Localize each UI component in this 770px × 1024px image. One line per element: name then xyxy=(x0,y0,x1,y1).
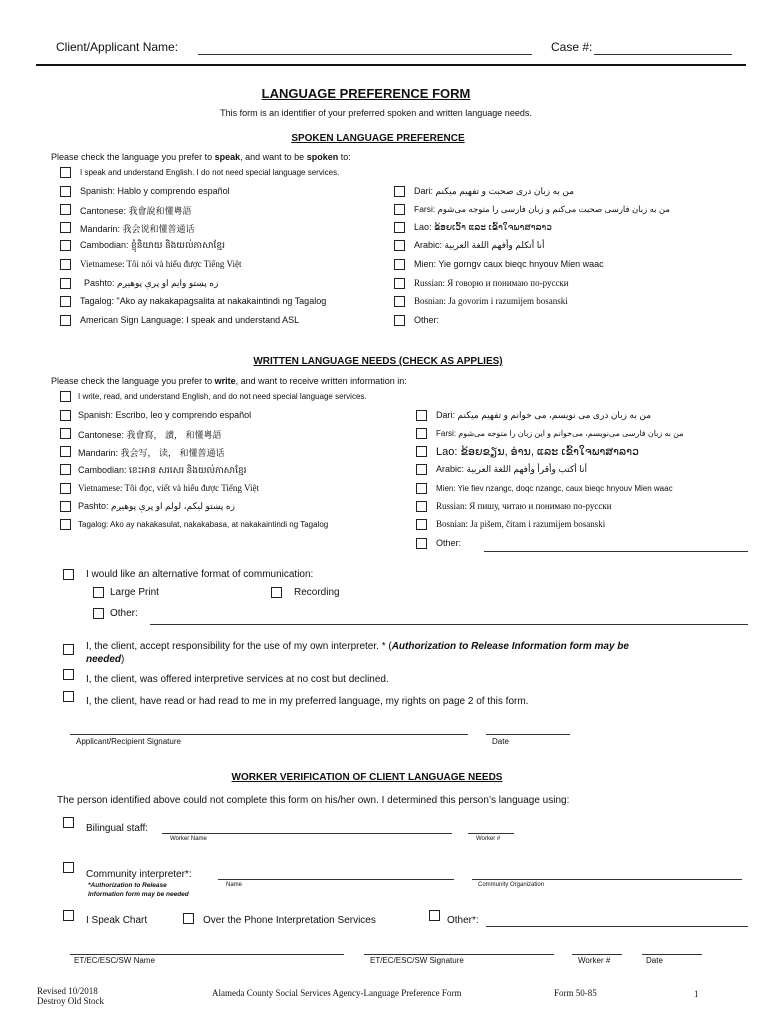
form-title: LANGUAGE PREFERENCE FORM xyxy=(261,86,471,101)
written-english-label: I write, read, and understand English, and do not need special language services. xyxy=(78,392,367,401)
spoken-dari-checkbox[interactable] xyxy=(394,186,405,197)
community-name-field[interactable] xyxy=(218,879,454,880)
spoken-intro: Please check the language you prefer to speak, and want to be spoken to: xyxy=(51,152,351,162)
worker-date-field[interactable] xyxy=(642,954,702,955)
written-arabic-checkbox[interactable] xyxy=(416,464,427,475)
spoken-farsi-checkbox[interactable] xyxy=(394,204,405,215)
written-pashto-checkbox[interactable] xyxy=(60,501,71,512)
worker-signature-label: ET/EC/ESC/SW Signature xyxy=(370,956,464,965)
worker-number-sig-field[interactable] xyxy=(572,954,622,955)
header-rule xyxy=(36,64,746,66)
written-english-checkbox[interactable] xyxy=(60,391,71,402)
bilingual-worker-number-label: Worker # xyxy=(476,836,501,842)
spoken-vietnamese-checkbox[interactable] xyxy=(60,259,71,270)
community-interpreter-checkbox[interactable] xyxy=(63,862,74,873)
spoken-dari-label: Dari: من به زبان دری صحبت و تفهیم میکنم xyxy=(414,186,575,196)
spoken-spanish-label: Spanish: Hablo y comprendo español xyxy=(80,186,230,196)
alt-other-checkbox[interactable] xyxy=(93,608,104,619)
written-lao-label: Lao: ຂ້ອຍຂຽນ, ອ່ານ, ແລະ ເຂົ້າໃຈພາສາລາວ xyxy=(436,446,639,458)
spoken-spanish-checkbox[interactable] xyxy=(60,186,71,197)
spoken-tagalog-checkbox[interactable] xyxy=(60,296,71,307)
spoken-cambodian-label: Cambodian: ខ្ញុំនិយាយ និងយល់ភាសាខ្មែរ xyxy=(80,240,225,250)
alt-format-checkbox[interactable] xyxy=(63,569,74,580)
form-subtitle: This form is an identifier of your preferred spoken and written language needs. xyxy=(220,108,532,118)
written-pashto-label: Pashto: زه پښتو لیکم، لولم او پرې پوهیږم xyxy=(78,501,235,511)
large-print-label: Large Print xyxy=(110,587,159,598)
worker-date-label: Date xyxy=(646,956,663,965)
worker-number-sig-label: Worker # xyxy=(578,956,611,965)
spoken-farsi-label: Farsi: من به زبان فارسی صحبت می‌کنم و زبان فارسی را متوجه می‌شوم xyxy=(414,204,670,214)
spoken-bosnian-checkbox[interactable] xyxy=(394,296,405,307)
worker-heading: WORKER VERIFICATION OF CLIENT LANGUAGE NEEDS xyxy=(231,772,503,783)
written-tagalog-label: Tagalog: Ako ay nakakasulat, nakakabasa, at nakakaintindi ng Tagalog xyxy=(78,520,329,529)
i-speak-chart-label: I Speak Chart xyxy=(86,915,148,926)
bilingual-staff-checkbox[interactable] xyxy=(63,817,74,828)
spoken-other-label: Other: xyxy=(414,315,440,325)
written-mandarin-label: Mandarin: 我会写， 读， 和懂普通话 xyxy=(78,448,225,458)
spoken-mien-label: Mien: Yie gorngv caux bieqc hnyouv Mien waac xyxy=(414,259,604,269)
applicant-signature-label: Applicant/Recipient Signature xyxy=(76,737,181,746)
written-cantonese-label: Cantonese: 我會寫， 讀， 和懂粵語 xyxy=(78,430,222,440)
client-name-label: Client/Applicant Name: xyxy=(56,40,179,54)
written-vietnamese-checkbox[interactable] xyxy=(60,483,71,494)
spoken-arabic-checkbox[interactable] xyxy=(394,240,405,251)
worker-other-field[interactable] xyxy=(486,926,748,927)
written-farsi-label: Farsi: من به زبان فارسی می‌نویسم، می‌خوانم و این زبان را متوجه می‌شوم xyxy=(436,429,684,438)
auth-note: *Authorization to Release Information form may be needed xyxy=(88,882,189,898)
worker-other-label: Other*: xyxy=(447,915,479,926)
phone-interpretation-label: Over the Phone Interpretation Services xyxy=(203,915,376,926)
footer-agency: Alameda County Social Services Agency-Language Preference Form xyxy=(212,988,462,998)
applicant-date-field[interactable] xyxy=(486,734,570,735)
alt-other-label: Other: xyxy=(110,608,138,619)
alt-other-field[interactable] xyxy=(150,624,748,625)
written-tagalog-checkbox[interactable] xyxy=(60,519,71,530)
written-other-field[interactable] xyxy=(484,551,748,552)
bilingual-worker-name-field[interactable] xyxy=(162,833,452,834)
rights-read-checkbox[interactable] xyxy=(63,691,74,702)
written-spanish-label: Spanish: Escribo, leo y comprendo español xyxy=(78,410,252,420)
written-mien-label: Mien: Yie fiev nzangc, doqc nzangc, caux bieqc hnyouv Mien waac xyxy=(436,484,673,493)
written-cambodian-label: Cambodian: ខេះអាន សរសេរ និងយល់ភាសាខ្មែរ xyxy=(78,465,247,475)
phone-interpretation-checkbox[interactable] xyxy=(183,913,194,924)
own-interpreter-checkbox[interactable] xyxy=(63,644,74,655)
worker-intro: The person identified above could not complete this form on his/her own. I determined this person’s language using: xyxy=(57,795,570,806)
spoken-russian-checkbox[interactable] xyxy=(394,278,405,289)
written-spanish-checkbox[interactable] xyxy=(60,410,71,421)
spoken-cantonese-checkbox[interactable] xyxy=(60,204,71,215)
case-number-label: Case #: xyxy=(551,40,593,54)
written-russian-checkbox[interactable] xyxy=(416,501,427,512)
written-lao-checkbox[interactable] xyxy=(416,446,427,457)
worker-name-sig-field[interactable] xyxy=(70,954,344,955)
spoken-heading: SPOKEN LANGUAGE PREFERENCE xyxy=(291,133,465,144)
community-name-label: Name xyxy=(226,882,243,888)
spoken-arabic-label: Arabic: أنا أتكلم وأفهم اللغة العربية xyxy=(414,240,545,250)
community-interpreter-label: Community interpreter*: xyxy=(86,869,192,880)
written-other-label: Other: xyxy=(436,538,462,548)
footer-page-number: 1 xyxy=(694,989,699,999)
worker-other-checkbox[interactable] xyxy=(429,910,440,921)
community-org-field[interactable] xyxy=(472,879,742,880)
alt-format-label: I would like an alternative format of communication: xyxy=(86,569,314,580)
recording-label: Recording xyxy=(294,587,340,598)
declined-services-label: I, the client, was offered interpretive services at no cost but declined. xyxy=(86,674,389,685)
worker-name-sig-label: ET/EC/ESC/SW Name xyxy=(74,956,155,965)
spoken-bosnian-label: Bosnian: Ja govorim i razumijem bosanski xyxy=(414,296,568,306)
spoken-lao-checkbox[interactable] xyxy=(394,222,405,233)
spoken-pashto-checkbox[interactable] xyxy=(60,278,71,289)
declined-services-checkbox[interactable] xyxy=(63,669,74,680)
written-bosnian-checkbox[interactable] xyxy=(416,519,427,530)
spoken-mandarin-checkbox[interactable] xyxy=(60,222,71,233)
written-russian-label: Russian: Я пишу, читаю и понимаю по-русски xyxy=(436,501,612,511)
applicant-date-label: Date xyxy=(492,737,509,746)
community-org-label: Community Organization xyxy=(478,882,545,888)
own-interpreter-label: I, the client, accept responsibility for the use of my own interpreter. * (Authorization to Release Information form may be needed) xyxy=(86,641,629,665)
spoken-english-label: I speak and understand English. I do not need special language services. xyxy=(80,168,340,177)
written-cambodian-checkbox[interactable] xyxy=(60,464,71,475)
bilingual-worker-name-label: Worker Name xyxy=(170,836,207,842)
i-speak-chart-checkbox[interactable] xyxy=(63,910,74,921)
written-dari-checkbox[interactable] xyxy=(416,410,427,421)
spoken-lao-label: Lao: ຂ້ອຍເວົ້າ ແລະ ເຂົ້າໃຈພາສາລາວ xyxy=(414,222,552,232)
written-arabic-label: Arabic: أنا أكتب وأقرأ وأفهم اللغة العربية xyxy=(436,464,587,474)
spoken-cantonese-label: Cantonese: 我會說和懂粵語 xyxy=(80,206,192,216)
spoken-mandarin-label: Mandarin: 我会说和懂普通话 xyxy=(80,224,195,234)
bilingual-worker-number-field[interactable] xyxy=(468,833,514,834)
written-other-checkbox[interactable] xyxy=(416,538,427,549)
footer-form-number: Form 50-85 xyxy=(554,988,597,998)
spoken-tagalog-label: Tagalog: "Ako ay nakakapagsalita at nakakaintindi ng Tagalog xyxy=(80,296,327,306)
applicant-signature-field[interactable] xyxy=(70,734,468,735)
written-cantonese-checkbox[interactable] xyxy=(60,428,71,439)
rights-read-label: I, the client, have read or had read to me in my preferred language, my rights on page 2 of this form. xyxy=(86,696,529,707)
spoken-english-checkbox[interactable] xyxy=(60,167,71,178)
written-bosnian-label: Bosnian: Ja pišem, čitam i razumijem bosanski xyxy=(436,519,606,529)
large-print-checkbox[interactable] xyxy=(93,587,104,598)
case-number-field[interactable] xyxy=(594,54,732,55)
written-farsi-checkbox[interactable] xyxy=(416,428,427,439)
written-vietnamese-label: Vietnamese: Tôi đọc, viết và hiểu được Tiếng Việt xyxy=(78,483,259,493)
spoken-vietnamese-label: Vietnamese: Tôi nói và hiểu được Tiếng Việt xyxy=(80,259,242,269)
client-name-field[interactable] xyxy=(198,54,532,55)
spoken-russian-label: Russian: Я говорю и понимаю по-русски xyxy=(414,278,569,288)
spoken-asl-checkbox[interactable] xyxy=(60,315,71,326)
written-heading: WRITTEN LANGUAGE NEEDS (CHECK AS APPLIES) xyxy=(253,356,503,367)
worker-signature-field[interactable] xyxy=(364,954,554,955)
written-dari-label: Dari: من به زبان دری می نویسم، می خوانم و تفهیم میکنم xyxy=(436,410,652,420)
spoken-asl-label: American Sign Language: I speak and understand ASL xyxy=(80,315,300,325)
spoken-cambodian-checkbox[interactable] xyxy=(60,240,71,251)
spoken-mien-checkbox[interactable] xyxy=(394,259,405,270)
written-mien-checkbox[interactable] xyxy=(416,483,427,494)
written-intro: Please check the language you prefer to write, and want to receive written information in: xyxy=(51,376,407,386)
spoken-other-checkbox[interactable] xyxy=(394,315,405,326)
bilingual-staff-label: Bilingual staff: xyxy=(86,823,149,834)
spoken-pashto-label: Pashto: زه پښتو وایم او پرې پوهیږم xyxy=(84,278,219,288)
recording-checkbox[interactable] xyxy=(271,587,282,598)
footer-revised: Revised 10/2018 Destroy Old Stock xyxy=(37,986,104,1006)
written-mandarin-checkbox[interactable] xyxy=(60,446,71,457)
